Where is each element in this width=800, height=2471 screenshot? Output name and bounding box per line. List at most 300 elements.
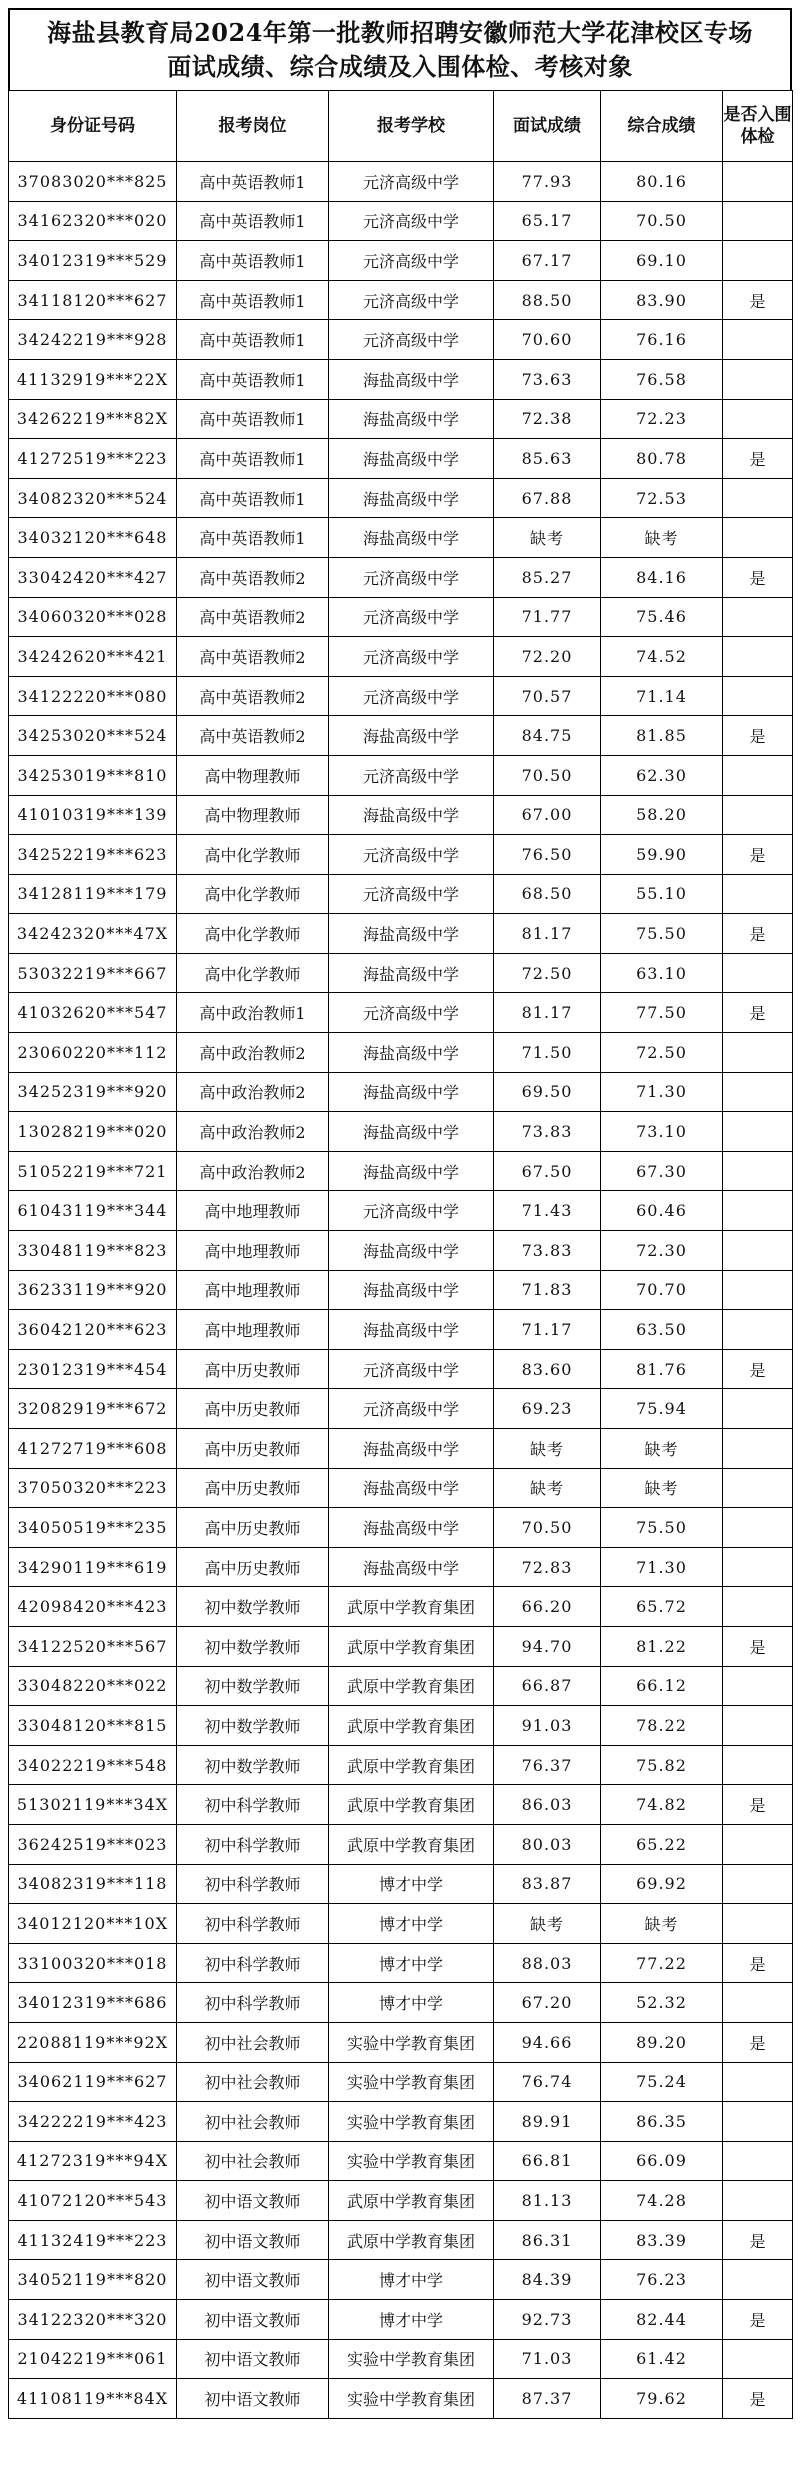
total-score-cell: 75.24 [601,2062,723,2102]
interview-score-cell: 67.20 [494,1983,601,2023]
column-header-interview-score: 面试成绩 [494,91,601,162]
school-cell: 元济高级中学 [329,755,494,795]
table-row [9,1508,793,1548]
shortlisted-cell: 是 [723,439,793,479]
column-header-total-score: 综合成绩 [601,91,723,162]
shortlisted-cell: 是 [723,2300,793,2340]
interview-score-cell: 65.17 [494,201,601,241]
column-header-shortlisted: 是否入围体检 [723,91,793,162]
id-number-cell: 41132419***223 [9,2220,177,2260]
table-row [9,1943,793,1983]
total-score-cell: 52.32 [601,1983,723,2023]
shortlisted-cell: 是 [723,2220,793,2260]
total-score-cell: 75.82 [601,1745,723,1785]
school-cell: 武原中学教育集团 [329,1745,494,1785]
total-score-cell: 缺考 [601,518,723,558]
shortlisted-cell: 是 [723,716,793,756]
interview-score-cell: 67.00 [494,795,601,835]
school-cell: 博才中学 [329,1904,494,1944]
shortlisted-cell [723,1033,793,1073]
shortlisted-cell [723,2102,793,2142]
table-row [9,439,793,479]
shortlisted-cell: 是 [723,280,793,320]
table-row [9,835,793,875]
table-row [9,1191,793,1231]
shortlisted-cell [723,201,793,241]
shortlisted-cell: 是 [723,557,793,597]
interview-score-cell: 67.88 [494,478,601,518]
school-cell: 海盐高级中学 [329,439,494,479]
table-row [9,1270,793,1310]
interview-score-cell: 71.50 [494,1033,601,1073]
table-row [9,1151,793,1191]
position-cell: 高中政治教师2 [177,1112,329,1152]
interview-score-cell: 73.83 [494,1231,601,1271]
position-cell: 高中化学教师 [177,835,329,875]
id-number-cell: 34262219***82X [9,399,177,439]
id-number-cell: 34032120***648 [9,518,177,558]
position-cell: 高中英语教师1 [177,320,329,360]
table-row [9,2181,793,2221]
interview-score-cell: 67.17 [494,241,601,281]
table-row [9,597,793,637]
id-number-cell: 33048119***823 [9,1231,177,1271]
table-row [9,874,793,914]
position-cell: 初中语文教师 [177,2220,329,2260]
school-cell: 博才中学 [329,2260,494,2300]
school-cell: 武原中学教育集团 [329,1626,494,1666]
id-number-cell: 37083020***825 [9,162,177,202]
shortlisted-cell [723,2062,793,2102]
id-number-cell: 34252319***920 [9,1072,177,1112]
interview-score-cell: 缺考 [494,1904,601,1944]
id-number-cell: 33048220***022 [9,1666,177,1706]
interview-score-cell: 92.73 [494,2300,601,2340]
shortlisted-cell [723,1745,793,1785]
shortlisted-cell [723,597,793,637]
total-score-cell: 74.52 [601,637,723,677]
table-row [9,1112,793,1152]
position-cell: 初中语文教师 [177,2300,329,2340]
school-cell: 元济高级中学 [329,162,494,202]
table-row [9,241,793,281]
position-cell: 高中历史教师 [177,1389,329,1429]
column-header-id-number: 身份证号码 [9,91,177,162]
school-cell: 武原中学教育集团 [329,1587,494,1627]
id-number-cell: 37050320***223 [9,1468,177,1508]
position-cell: 初中社会教师 [177,2062,329,2102]
table-row [9,1072,793,1112]
position-cell: 高中英语教师1 [177,518,329,558]
interview-score-cell: 70.57 [494,676,601,716]
school-cell: 武原中学教育集团 [329,2220,494,2260]
interview-score-cell: 73.83 [494,1112,601,1152]
position-cell: 初中科学教师 [177,1904,329,1944]
interview-score-cell: 94.70 [494,1626,601,1666]
total-score-cell: 72.53 [601,478,723,518]
table-row [9,478,793,518]
interview-score-cell: 81.17 [494,993,601,1033]
school-cell: 海盐高级中学 [329,518,494,558]
position-cell: 初中科学教师 [177,1983,329,2023]
interview-score-cell: 88.03 [494,1943,601,1983]
school-cell: 海盐高级中学 [329,1270,494,1310]
interview-score-cell: 77.93 [494,162,601,202]
shortlisted-cell: 是 [723,1349,793,1389]
id-number-cell: 34242320***47X [9,914,177,954]
school-cell: 海盐高级中学 [329,1231,494,1271]
school-cell: 海盐高级中学 [329,1547,494,1587]
position-cell: 高中历史教师 [177,1429,329,1469]
total-score-cell: 59.90 [601,835,723,875]
shortlisted-cell [723,1864,793,1904]
id-number-cell: 41272719***608 [9,1429,177,1469]
school-cell: 海盐高级中学 [329,1429,494,1469]
total-score-cell: 缺考 [601,1904,723,1944]
table-row [9,1983,793,2023]
position-cell: 初中数学教师 [177,1706,329,1746]
page-subtitle: 面试成绩、综合成绩及入围体检、考核对象 [167,52,633,81]
position-cell: 初中数学教师 [177,1587,329,1627]
school-cell: 实验中学教育集团 [329,2379,494,2419]
table-row [9,2102,793,2142]
school-cell: 博才中学 [329,1983,494,2023]
interview-score-cell: 86.31 [494,2220,601,2260]
table-row [9,2339,793,2379]
shortlisted-cell: 是 [723,2022,793,2062]
table-row [9,399,793,439]
position-cell: 初中语文教师 [177,2379,329,2419]
shortlisted-cell: 是 [723,1785,793,1825]
school-cell: 元济高级中学 [329,676,494,716]
table-body [9,162,793,2419]
id-number-cell: 34122520***567 [9,1626,177,1666]
interview-score-cell: 76.37 [494,1745,601,1785]
id-number-cell: 41072120***543 [9,2181,177,2221]
school-cell: 元济高级中学 [329,597,494,637]
shortlisted-cell [723,1587,793,1627]
table-row [9,1429,793,1469]
total-score-cell: 67.30 [601,1151,723,1191]
total-score-cell: 缺考 [601,1468,723,1508]
id-number-cell: 34253019***810 [9,755,177,795]
id-number-cell: 51052219***721 [9,1151,177,1191]
table-row [9,2062,793,2102]
interview-score-cell: 76.50 [494,835,601,875]
total-score-cell: 79.62 [601,2379,723,2419]
interview-score-cell: 89.91 [494,2102,601,2142]
total-score-cell: 71.14 [601,676,723,716]
shortlisted-cell [723,1231,793,1271]
id-number-cell: 32082919***672 [9,1389,177,1429]
interview-score-cell: 86.03 [494,1785,601,1825]
school-cell: 实验中学教育集团 [329,2141,494,2181]
school-cell: 武原中学教育集团 [329,1785,494,1825]
total-score-cell: 66.12 [601,1666,723,1706]
school-cell: 海盐高级中学 [329,1310,494,1350]
id-number-cell: 22088119***92X [9,2022,177,2062]
id-number-cell: 41108119***84X [9,2379,177,2419]
total-score-cell: 78.22 [601,1706,723,1746]
id-number-cell: 34012319***686 [9,1983,177,2023]
school-cell: 元济高级中学 [329,874,494,914]
shortlisted-cell [723,676,793,716]
table-row [9,676,793,716]
total-score-cell: 82.44 [601,2300,723,2340]
table-row [9,280,793,320]
id-number-cell: 34242620***421 [9,637,177,677]
table-row [9,201,793,241]
id-number-cell: 34012120***10X [9,1904,177,1944]
position-cell: 高中地理教师 [177,1191,329,1231]
school-cell: 海盐高级中学 [329,1468,494,1508]
position-cell: 初中科学教师 [177,1824,329,1864]
shortlisted-cell [723,162,793,202]
position-cell: 高中政治教师2 [177,1072,329,1112]
school-cell: 武原中学教育集团 [329,1706,494,1746]
shortlisted-cell [723,874,793,914]
interview-score-cell: 83.60 [494,1349,601,1389]
table-row [9,2022,793,2062]
interview-score-cell: 70.50 [494,755,601,795]
total-score-cell: 70.70 [601,1270,723,1310]
total-score-cell: 81.22 [601,1626,723,1666]
table-row [9,2260,793,2300]
id-number-cell: 34050519***235 [9,1508,177,1548]
school-cell: 海盐高级中学 [329,1151,494,1191]
position-cell: 初中科学教师 [177,1943,329,1983]
id-number-cell: 34062119***627 [9,2062,177,2102]
position-cell: 高中英语教师2 [177,557,329,597]
school-cell: 海盐高级中学 [329,1112,494,1152]
interview-score-cell: 67.50 [494,1151,601,1191]
table-row [9,716,793,756]
total-score-cell: 72.30 [601,1231,723,1271]
position-cell: 高中政治教师2 [177,1151,329,1191]
table-row [9,320,793,360]
table-row [9,1349,793,1389]
id-number-cell: 34012319***529 [9,241,177,281]
total-score-cell: 65.22 [601,1824,723,1864]
position-cell: 高中英语教师1 [177,478,329,518]
school-cell: 元济高级中学 [329,1389,494,1429]
table-row [9,1231,793,1271]
table-row [9,1745,793,1785]
results-table [8,90,793,2419]
shortlisted-cell [723,241,793,281]
total-score-cell: 55.10 [601,874,723,914]
id-number-cell: 34253020***524 [9,716,177,756]
id-number-cell: 41010319***139 [9,795,177,835]
interview-score-cell: 87.37 [494,2379,601,2419]
id-number-cell: 34060320***028 [9,597,177,637]
school-cell: 实验中学教育集团 [329,2339,494,2379]
total-score-cell: 66.09 [601,2141,723,2181]
shortlisted-cell [723,399,793,439]
table-row [9,795,793,835]
school-cell: 元济高级中学 [329,557,494,597]
interview-score-cell: 91.03 [494,1706,601,1746]
position-cell: 高中英语教师1 [177,399,329,439]
position-cell: 初中数学教师 [177,1626,329,1666]
interview-score-cell: 71.03 [494,2339,601,2379]
shortlisted-cell [723,2339,793,2379]
title-block [8,8,792,90]
interview-score-cell: 72.50 [494,953,601,993]
school-cell: 武原中学教育集团 [329,2181,494,2221]
table-row [9,1824,793,1864]
interview-score-cell: 70.60 [494,320,601,360]
total-score-cell: 71.30 [601,1072,723,1112]
shortlisted-cell [723,953,793,993]
interview-score-cell: 71.17 [494,1310,601,1350]
page-title: 海盐县教育局2024年第一批教师招聘安徽师范大学花津校区专场 [47,18,753,47]
total-score-cell: 80.78 [601,439,723,479]
table-row [9,1864,793,1904]
position-cell: 高中历史教师 [177,1508,329,1548]
position-cell: 高中英语教师2 [177,637,329,677]
interview-score-cell: 69.23 [494,1389,601,1429]
school-cell: 武原中学教育集团 [329,1824,494,1864]
interview-score-cell: 69.50 [494,1072,601,1112]
total-score-cell: 58.20 [601,795,723,835]
school-cell: 海盐高级中学 [329,359,494,399]
school-cell: 实验中学教育集团 [329,2102,494,2142]
id-number-cell: 33048120***815 [9,1706,177,1746]
table-row [9,1666,793,1706]
id-number-cell: 34242219***928 [9,320,177,360]
table-row [9,993,793,1033]
id-number-cell: 34290119***619 [9,1547,177,1587]
position-cell: 高中政治教师1 [177,993,329,1033]
school-cell: 元济高级中学 [329,1349,494,1389]
shortlisted-cell: 是 [723,993,793,1033]
position-cell: 初中语文教师 [177,2181,329,2221]
shortlisted-cell [723,1547,793,1587]
table-row [9,914,793,954]
table-row [9,1468,793,1508]
total-score-cell: 75.50 [601,1508,723,1548]
school-cell: 实验中学教育集团 [329,2022,494,2062]
position-cell: 高中英语教师1 [177,162,329,202]
interview-score-cell: 66.20 [494,1587,601,1627]
shortlisted-cell: 是 [723,1626,793,1666]
shortlisted-cell: 是 [723,914,793,954]
position-cell: 初中科学教师 [177,1785,329,1825]
position-cell: 高中历史教师 [177,1468,329,1508]
interview-score-cell: 70.50 [494,1508,601,1548]
school-cell: 元济高级中学 [329,280,494,320]
school-cell: 元济高级中学 [329,201,494,241]
shortlisted-cell [723,795,793,835]
school-cell: 海盐高级中学 [329,1033,494,1073]
id-number-cell: 34082319***118 [9,1864,177,1904]
shortlisted-cell [723,2181,793,2221]
school-cell: 海盐高级中学 [329,914,494,954]
position-cell: 高中英语教师1 [177,439,329,479]
total-score-cell: 缺考 [601,1429,723,1469]
shortlisted-cell [723,1310,793,1350]
shortlisted-cell [723,637,793,677]
total-score-cell: 83.39 [601,2220,723,2260]
interview-score-cell: 缺考 [494,518,601,558]
table-row [9,1904,793,1944]
interview-score-cell: 66.87 [494,1666,601,1706]
school-cell: 博才中学 [329,2300,494,2340]
shortlisted-cell [723,1429,793,1469]
table-row [9,2379,793,2419]
table-row [9,2300,793,2340]
shortlisted-cell [723,1151,793,1191]
interview-score-cell: 84.39 [494,2260,601,2300]
shortlisted-cell: 是 [723,835,793,875]
school-cell: 武原中学教育集团 [329,1666,494,1706]
school-cell: 海盐高级中学 [329,399,494,439]
shortlisted-cell [723,2141,793,2181]
table-row [9,518,793,558]
total-score-cell: 76.16 [601,320,723,360]
position-cell: 高中英语教师1 [177,359,329,399]
position-cell: 高中地理教师 [177,1310,329,1350]
id-number-cell: 34222219***423 [9,2102,177,2142]
total-score-cell: 83.90 [601,280,723,320]
interview-score-cell: 68.50 [494,874,601,914]
id-number-cell: 13028219***020 [9,1112,177,1152]
total-score-cell: 70.50 [601,201,723,241]
shortlisted-cell: 是 [723,1943,793,1983]
total-score-cell: 75.46 [601,597,723,637]
shortlisted-cell [723,1904,793,1944]
table-row [9,1587,793,1627]
school-cell: 海盐高级中学 [329,1072,494,1112]
id-number-cell: 51302119***34X [9,1785,177,1825]
shortlisted-cell [723,2260,793,2300]
results-sheet [8,8,792,2419]
position-cell: 高中历史教师 [177,1349,329,1389]
total-score-cell: 61.42 [601,2339,723,2379]
interview-score-cell: 85.27 [494,557,601,597]
position-cell: 高中历史教师 [177,1547,329,1587]
total-score-cell: 62.30 [601,755,723,795]
id-number-cell: 36042120***623 [9,1310,177,1350]
total-score-cell: 72.23 [601,399,723,439]
shortlisted-cell [723,359,793,399]
interview-score-cell: 76.74 [494,2062,601,2102]
school-cell: 元济高级中学 [329,993,494,1033]
interview-score-cell: 缺考 [494,1468,601,1508]
interview-score-cell: 83.87 [494,1864,601,1904]
interview-score-cell: 71.83 [494,1270,601,1310]
table-row [9,162,793,202]
interview-score-cell: 88.50 [494,280,601,320]
id-number-cell: 34128119***179 [9,874,177,914]
shortlisted-cell [723,1270,793,1310]
school-cell: 海盐高级中学 [329,953,494,993]
school-cell: 元济高级中学 [329,241,494,281]
position-cell: 高中英语教师1 [177,201,329,241]
total-score-cell: 60.46 [601,1191,723,1231]
school-cell: 实验中学教育集团 [329,2062,494,2102]
school-cell: 元济高级中学 [329,1191,494,1231]
position-cell: 高中化学教师 [177,914,329,954]
interview-score-cell: 94.66 [494,2022,601,2062]
id-number-cell: 34052119***820 [9,2260,177,2300]
interview-score-cell: 66.81 [494,2141,601,2181]
position-cell: 高中英语教师2 [177,716,329,756]
shortlisted-cell: 是 [723,2379,793,2419]
id-number-cell: 42098420***423 [9,1587,177,1627]
shortlisted-cell [723,1072,793,1112]
